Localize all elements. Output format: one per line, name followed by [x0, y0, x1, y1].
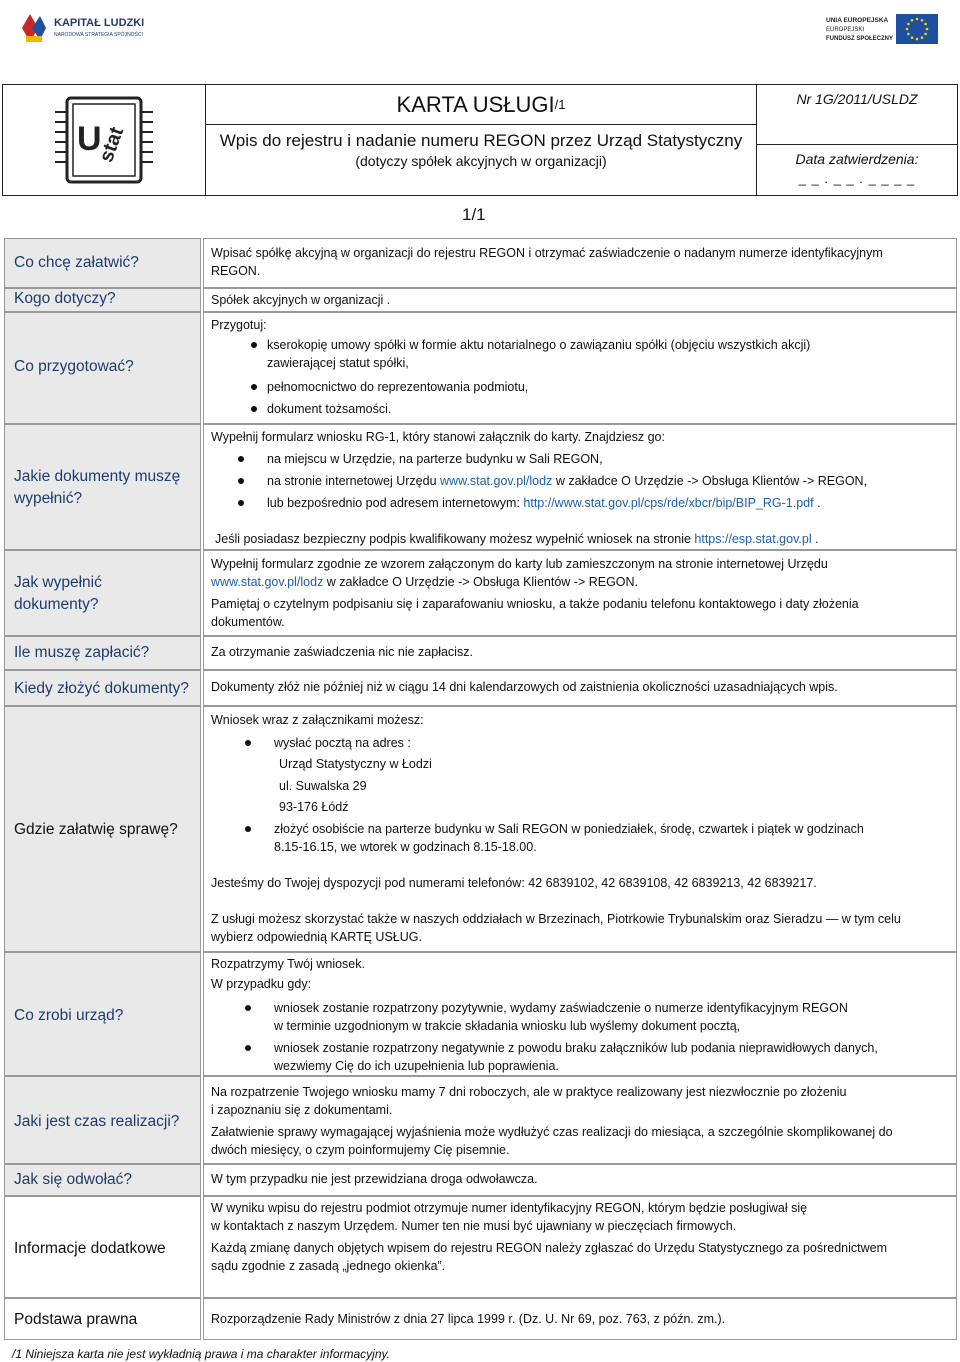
question-who: Kogo dotyczy?	[14, 290, 116, 307]
answer-fill-line2: www.stat.gov.pl/lodz w zakładce O Urzędzie -> Obsługa Klientów -> REGON.	[211, 575, 639, 589]
answer-legal-basis: Rozporządzenie Rady Ministrów z dnia 27 lipca 1999 r. (Dz. U. Nr 69, poz. 763, z późn. zm.).	[211, 1312, 726, 1326]
question-documents-1: Jakie dokumenty muszę	[14, 468, 181, 485]
karta-label: KARTA USŁUGI	[396, 91, 555, 117]
card-number: Nr 1G/2011/USLDZ	[757, 85, 957, 145]
approval-date-value: _ _ . _ _ . _ _ _ _	[798, 171, 916, 186]
bullet-icon	[251, 342, 257, 348]
prepare-item-1b: zawierającej statut spółki,	[267, 356, 409, 370]
answer-when: Dokumenty złóż nie później niż w ciągu 14 dni kalendarzowych od zaistnienia okoliczności uzasadniających wpis.	[211, 680, 838, 694]
footnote-mark: /1	[12, 1347, 23, 1361]
action-item-2b: wezwiemy Cię do ich uzupełnienia lub poprawienia.	[274, 1059, 559, 1073]
action-item-2a: wniosek zostanie rozpatrzony negatywnie z powodu braku załączników lub podania nieprawidłowych danych,	[274, 1041, 878, 1055]
bullet-icon	[238, 456, 244, 462]
answer-where-phones: Jesteśmy do Twojej dyspozycji pod numerami telefonów: 42 6839102, 42 6839108, 42 6839213, 42 6839217.	[211, 876, 817, 890]
service-title: Wpis do rejestru i nadanie numeru REGON przez Urząd Statystyczny	[219, 131, 743, 150]
eu-line3: FUNDUSZ SPOŁECZNY	[826, 36, 894, 42]
answer-time-line1: Na rozpatrzenie Twojego wniosku mamy 7 dni roboczych, ale w praktyce realizowany jest niezwłocznie po złożeniu	[211, 1085, 847, 1099]
question-fill-2: dokumenty?	[14, 596, 99, 613]
service-subtitle: (dotyczy spółek akcyjnych w organizacji)	[355, 153, 607, 169]
action-item-1a: wniosek zostanie rozpatrzony pozytywnie, wydamy zaświadczenie o numerze identyfikacyjnym REGON	[274, 1001, 848, 1015]
footnote-text: Niniejsza karta nie jest wykładnią prawa i ma charakter informacyjny.	[22, 1347, 390, 1361]
documents-item-2: na stronie internetowej Urzędu www.stat.gov.pl/lodz w zakładce O Urzędzie -> Obsługa Klientów -> REGON,	[267, 474, 868, 488]
prepare-item-3: dokument tożsamości.	[267, 402, 392, 416]
answer-time-line2: i zapoznaniu się z dokumentami.	[211, 1103, 393, 1117]
question-cost: Ile muszę zapłacić?	[14, 644, 150, 661]
question-legal-basis: Podstawa prawna	[14, 1311, 138, 1328]
header-meta-cell	[757, 85, 957, 195]
eu-line1: UNIA EUROPEJSKA	[826, 17, 889, 24]
bullet-icon	[245, 740, 251, 746]
bullet-icon	[245, 1005, 251, 1011]
address-line-2: ul. Suwalska 29	[279, 779, 367, 793]
kl-subtitle: NARODOWA STRATEGIA SPÓJNOŚCI	[54, 32, 143, 38]
answer-cost: Za otrzymanie zaświadczenia nic nie zapłacisz.	[211, 645, 473, 659]
karta-sup: /1	[554, 97, 566, 112]
question-where: Gdzie załatwię sprawę?	[14, 821, 178, 838]
answer-fill-line3: Pamiętaj o czytelnym podpisaniu się i zaparafowaniu wniosku, a także podaniu telefonu kontaktowego i daty złożenia	[211, 597, 859, 611]
question-time: Jaki jest czas realizacji?	[14, 1113, 180, 1130]
answer-where-intro: Wniosek wraz z załącznikami możesz:	[211, 713, 424, 727]
bullet-icon	[251, 406, 257, 412]
answer-prepare-intro: Przygotuj:	[211, 318, 267, 332]
ustat-logo	[49, 92, 159, 188]
answer-documents-intro: Wypełnij formularz wniosku RG-1, który stanowi załącznik do karty. Znajdziesz go:	[211, 430, 665, 444]
prepare-item-1a: kserokopię umowy spółki w formie aktu notarialnego o zawiązaniu spółki (objęciu wszystkich akcji)	[267, 338, 811, 352]
kl-title: KAPITAŁ LUDZKI	[54, 17, 145, 29]
question-office-action: Co zrobi urząd?	[14, 1007, 124, 1024]
bullet-icon	[238, 500, 244, 506]
bullet-icon	[245, 826, 251, 832]
link-rg1-pdf[interactable]: http://www.stat.gov.pl/cps/rde/xbcr/bip/BIP_RG-1.pdf	[523, 496, 814, 510]
answer-time-line4: dwóch miesięcy, o czym poinformujemy Cię pisemnie.	[211, 1143, 510, 1157]
where-item-personal-1: złożyć osobiście na parterze budynku w Sali REGON w poniedziałek, środę, czwartek i piątek w godzinach	[274, 822, 864, 836]
answer-additional-line2: w kontaktach z naszym Urzędem. Numer ten nie musi być ujawniany w pieczęciach firmowych.	[211, 1219, 737, 1233]
link-stat-lodz[interactable]: www.stat.gov.pl/lodz	[440, 474, 553, 488]
bullet-icon	[251, 384, 257, 390]
documents-item-1: na miejscu w Urzędzie, na parterze budynku w Sali REGON,	[267, 452, 603, 466]
answer-where-branches-2: wybierz odpowiednią KARTĘ USŁUG.	[211, 930, 422, 944]
answer-where-branches-1: Z usługi możesz skorzystać także w naszych oddziałach w Brzezinach, Piotrkowie Trybunalskim oraz Sieradzu — w tym celu	[211, 912, 901, 926]
answer-action-line2: W przypadku gdy:	[211, 977, 312, 991]
question-when: Kiedy złożyć dokumenty?	[14, 680, 189, 697]
question-appeal: Jak się odwołać?	[14, 1171, 133, 1188]
approval-date-label: Data zatwierdzenia:	[795, 151, 919, 167]
answer-fill-line4: dokumentów.	[211, 615, 285, 629]
answer-fill-line1: Wypełnij formularz zgodnie ze wzorem załączonym do karty lub zamieszczonym na stronie internetowej Urzędu	[211, 557, 828, 571]
eu-line2: EUROPEJSKI	[826, 27, 865, 33]
question-what: Co chcę załatwić?	[14, 254, 139, 271]
address-line-1: Urząd Statystyczny w Łodzi	[279, 757, 432, 771]
bullet-icon	[238, 478, 244, 484]
answer-additional-line4: sądu zgodnie z zasadą „jednego okienka”.	[211, 1259, 446, 1273]
question-fill-1: Jak wypełnić	[14, 574, 102, 591]
address-line-3: 93-176 Łódź	[279, 800, 349, 814]
card-header	[2, 84, 958, 196]
header-title-cell	[206, 85, 757, 195]
svg-text:stat: stat	[95, 124, 129, 166]
bullet-icon	[245, 1045, 251, 1051]
documents-esp-note: Jeśli posiadasz bezpieczny podpis kwalifikowany możesz wypełnić wniosek na stronie https://esp.stat.gov.pl .	[215, 532, 819, 546]
link-esp[interactable]: https://esp.stat.gov.pl	[694, 532, 812, 546]
eu-logo	[826, 12, 940, 46]
where-item-personal-2: 8.15-16.15, we wtorek w godzinach 8.15-18.00.	[274, 840, 537, 854]
answer-who: Spółek akcyjnych w organizacji .	[211, 293, 391, 307]
prepare-item-2: pełnomocnictwo do reprezentowania podmiotu,	[267, 380, 529, 394]
where-item-mail: wysłać pocztą na adres :	[274, 736, 411, 750]
footnote	[12, 1347, 390, 1361]
question-prepare: Co przygotować?	[14, 358, 134, 375]
answer-what-line1: Wpisać spółkę akcyjną w organizacji do rejestru REGON i otrzymać zaświadczenie o nadanym numerze identyfikacyjnym	[211, 246, 883, 260]
question-additional-info: Informacje dodatkowe	[14, 1240, 166, 1257]
svg-text:U: U	[77, 120, 102, 158]
answer-time-line3: Załatwienie sprawy wymagającej wyjaśnienia może wydłużyć czas realizacji do miesiąca, a szczególnie skomplikowanej do	[211, 1125, 893, 1139]
kapital-ludzki-logo	[20, 10, 170, 46]
card-kind	[206, 85, 756, 125]
answer-action-line1: Rozpatrzymy Twój wniosek.	[211, 957, 365, 971]
documents-item-3: lub bezpośrednio pod adresem internetowym: http://www.stat.gov.pl/cps/rde/xbcr/bip/BIP_RG-1.pdf .	[267, 496, 821, 510]
answer-additional-line1: W wyniku wpisu do rejestru podmiot otrzymuje numer identyfikacyjny REGON, którym będzie posługiwał się	[211, 1201, 808, 1215]
page-number: 1/1	[462, 205, 486, 224]
link-stat-lodz-2[interactable]: www.stat.gov.pl/lodz	[211, 575, 324, 589]
question-documents-2: wypełnić?	[14, 490, 83, 507]
action-item-1b: w terminie uzgodnionym w trakcie składania wniosku lub wyślemy dokument pocztą,	[274, 1019, 741, 1033]
answer-appeal: W tym przypadku nie jest przewidziana droga odwoławcza.	[211, 1172, 538, 1186]
answer-additional-line3: Każdą zmianę danych objętych wpisem do rejestru REGON należy zgłaszać do Urzędu Statystycznego za pośrednictwem	[211, 1241, 888, 1255]
ustat-logo-cell	[3, 85, 206, 195]
answer-what-line2: REGON.	[211, 264, 261, 278]
